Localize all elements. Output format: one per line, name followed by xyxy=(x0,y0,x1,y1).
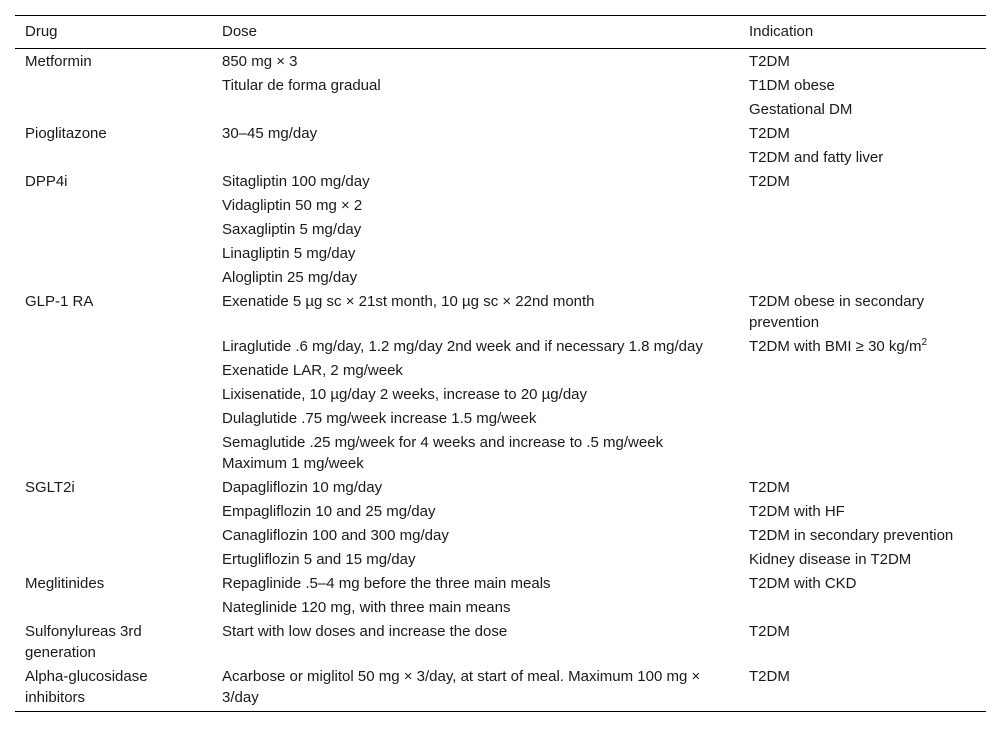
table-row xyxy=(15,97,986,121)
cell-dose: Ertugliflozin 5 and 15 mg/day xyxy=(222,551,416,568)
cell-dose: Nateglinide 120 mg, with three main means xyxy=(222,599,511,616)
cell-dose: Dulaglutide .75 mg/week increase 1.5 mg/week xyxy=(222,410,537,427)
cell-dose xyxy=(212,97,739,121)
cell-indication: T2DM xyxy=(749,623,790,640)
cell-indication: Gestational DM xyxy=(749,101,853,118)
table-row xyxy=(15,193,986,217)
table-row xyxy=(15,334,986,358)
cell-indication: T2DM and fatty liver xyxy=(749,149,884,166)
table-row xyxy=(15,571,986,595)
table-row xyxy=(15,499,986,523)
header-dose: Dose xyxy=(212,16,739,49)
cell-drug xyxy=(15,406,212,430)
table-row xyxy=(15,358,986,382)
table-row xyxy=(15,523,986,547)
cell-drug xyxy=(15,217,212,241)
cell-indication xyxy=(739,406,986,430)
cell-dose: Lixisenatide, 10 µg/day 2 weeks, increase to 20 µg/day xyxy=(222,386,588,403)
cell-dose: Empagliflozin 10 and 25 mg/day xyxy=(222,503,436,520)
cell-drug xyxy=(15,241,212,265)
cell-indication xyxy=(739,358,986,382)
cell-indication xyxy=(739,241,986,265)
cell-dose: Liraglutide .6 mg/day, 1.2 mg/day 2nd week and if necessary 1.8 mg/day xyxy=(222,338,703,355)
cell-dose: 30–45 mg/day xyxy=(222,125,318,142)
cell-indication: T2DM with CKD xyxy=(749,575,857,592)
cell-indication: T2DM xyxy=(749,479,790,496)
cell-drug: Pioglitazone xyxy=(25,125,107,142)
cell-drug: Meglitinides xyxy=(25,575,105,592)
cell-dose xyxy=(212,145,739,169)
cell-indication: T2DM xyxy=(749,173,790,190)
indication-superscript: 2 xyxy=(921,337,927,348)
cell-dose: Semaglutide .25 mg/week for 4 weeks and increase to .5 mg/week Maximum 1 mg/week xyxy=(222,434,664,472)
cell-indication xyxy=(739,382,986,406)
table-header xyxy=(15,16,986,49)
table-row xyxy=(15,241,986,265)
cell-drug xyxy=(15,97,212,121)
header-indication: Indication xyxy=(739,16,986,49)
cell-dose: Sitagliptin 100 mg/day xyxy=(222,173,370,190)
cell-drug xyxy=(15,73,212,97)
cell-dose: Dapagliflozin 10 mg/day xyxy=(222,479,383,496)
cell-indication: Kidney disease in T2DM xyxy=(749,551,912,568)
cell-drug: Metformin xyxy=(25,53,92,70)
cell-dose: Linagliptin 5 mg/day xyxy=(222,245,356,262)
table-row xyxy=(15,430,986,475)
cell-indication xyxy=(739,265,986,289)
cell-dose: 850 mg × 3 xyxy=(222,53,298,70)
table-row xyxy=(15,664,986,712)
cell-dose: Exenatide 5 µg sc × 21st month, 10 µg sc × 22nd month xyxy=(222,293,595,310)
table-row xyxy=(15,121,986,145)
table-row xyxy=(15,169,986,193)
cell-drug xyxy=(15,430,212,475)
header-row xyxy=(15,16,986,49)
cell-indication: T2DM obese in secondary prevention xyxy=(749,293,925,331)
cell-drug xyxy=(15,358,212,382)
cell-drug xyxy=(15,382,212,406)
cell-indication: T2DM in secondary prevention xyxy=(749,527,954,544)
cell-indication: T2DM xyxy=(749,53,790,70)
cell-indication xyxy=(739,430,986,475)
cell-dose: Exenatide LAR, 2 mg/week xyxy=(222,362,403,379)
cell-indication xyxy=(739,217,986,241)
indication-text: T2DM with BMI ≥ 30 kg/m xyxy=(749,338,922,355)
cell-drug xyxy=(15,595,212,619)
table-row xyxy=(15,475,986,499)
table-row xyxy=(15,217,986,241)
cell-indication: T2DM xyxy=(749,125,790,142)
cell-dose: Saxagliptin 5 mg/day xyxy=(222,221,362,238)
drug-table-container xyxy=(15,15,986,712)
cell-drug: Alpha-glucosidase inhibitors xyxy=(15,664,212,712)
table-row xyxy=(15,595,986,619)
cell-dose: Alogliptin 25 mg/day xyxy=(222,269,358,286)
cell-indication xyxy=(739,595,986,619)
table-row xyxy=(15,289,986,334)
cell-indication xyxy=(739,334,986,358)
header-drug: Drug xyxy=(15,16,212,49)
table-row xyxy=(15,73,986,97)
cell-indication: T2DM with HF xyxy=(749,503,845,520)
table-row xyxy=(15,619,986,664)
cell-indication xyxy=(739,193,986,217)
drug-table xyxy=(15,15,986,712)
cell-dose: Canagliflozin 100 and 300 mg/day xyxy=(222,527,449,544)
cell-dose: Vidagliptin 50 mg × 2 xyxy=(222,197,363,214)
table-row xyxy=(15,265,986,289)
cell-dose: Acarbose or miglitol 50 mg × 3/day, at start of meal. Maximum 100 mg × 3/day xyxy=(212,664,739,712)
cell-drug xyxy=(15,265,212,289)
cell-drug xyxy=(15,547,212,571)
table-body xyxy=(15,49,986,712)
cell-drug xyxy=(15,499,212,523)
cell-drug: Sulfonylureas 3rd generation xyxy=(25,623,142,661)
cell-drug xyxy=(15,523,212,547)
table-row xyxy=(15,406,986,430)
cell-drug xyxy=(15,193,212,217)
cell-drug: DPP4i xyxy=(25,173,68,190)
cell-dose: Titular de forma gradual xyxy=(222,77,381,94)
cell-drug: GLP-1 RA xyxy=(25,293,94,310)
table-row xyxy=(15,49,986,74)
table-row xyxy=(15,145,986,169)
cell-dose: Start with low doses and increase the dose xyxy=(222,623,508,640)
cell-indication: T2DM xyxy=(739,664,986,712)
cell-dose: Repaglinide .5–4 mg before the three main meals xyxy=(222,575,551,592)
cell-drug xyxy=(15,145,212,169)
table-row xyxy=(15,547,986,571)
cell-indication: T1DM obese xyxy=(749,77,835,94)
cell-drug xyxy=(15,334,212,358)
table-row xyxy=(15,382,986,406)
cell-drug: SGLT2i xyxy=(25,479,75,496)
